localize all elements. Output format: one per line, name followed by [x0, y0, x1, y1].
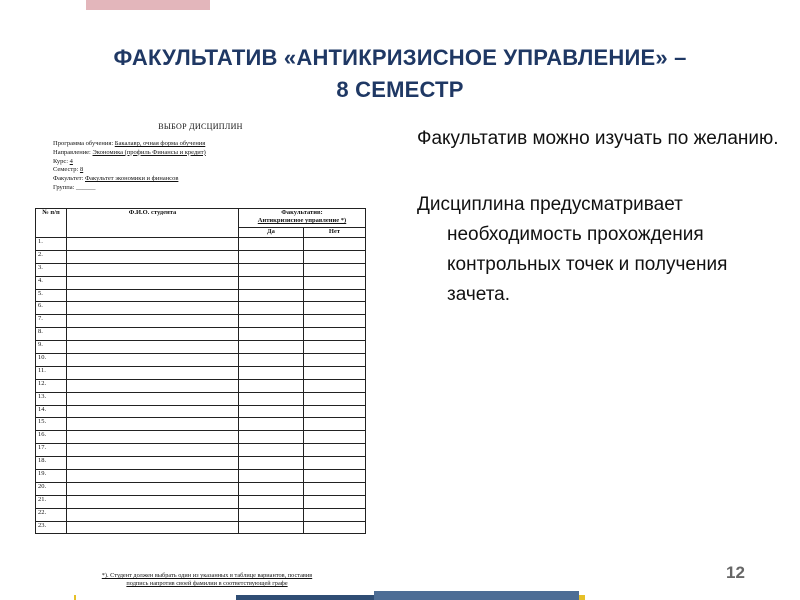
- no-cell: [304, 250, 366, 263]
- yes-cell: [239, 341, 304, 354]
- yes-cell: [239, 328, 304, 341]
- no-cell: [304, 495, 366, 508]
- name-cell: [67, 366, 239, 379]
- table-row: [36, 289, 366, 302]
- no-cell: [304, 354, 366, 367]
- name-cell: [67, 341, 239, 354]
- row-number: 16.: [36, 431, 67, 444]
- table-row: [36, 418, 366, 431]
- paragraph-optional: Факультатив можно изучать по желанию.: [417, 128, 779, 149]
- group-row: Группа: ______: [53, 183, 96, 191]
- yes-cell: [239, 238, 304, 251]
- row-number: 2.: [36, 250, 67, 263]
- no-cell: [304, 431, 366, 444]
- name-cell: [67, 302, 239, 315]
- footer-bar-mid: [374, 591, 579, 600]
- table-row: [36, 521, 366, 534]
- col-name-header: Ф.И.О. студента: [67, 209, 239, 238]
- name-cell: [67, 405, 239, 418]
- accent-block: [86, 0, 210, 10]
- row-number: 17.: [36, 444, 67, 457]
- row-number: 5.: [36, 289, 67, 302]
- name-cell: [67, 289, 239, 302]
- name-cell: [67, 250, 239, 263]
- no-cell: [304, 302, 366, 315]
- elective-form-image: [28, 116, 373, 600]
- table-row: [36, 482, 366, 495]
- faculty-row: Факультет: Факультет экономики и финансов: [53, 175, 179, 183]
- row-number: 15.: [36, 418, 67, 431]
- name-cell: [67, 470, 239, 483]
- page-number: 12: [726, 563, 745, 582]
- body-text: [417, 124, 787, 346]
- no-cell: [304, 341, 366, 354]
- table-row: [36, 495, 366, 508]
- no-cell: [304, 405, 366, 418]
- table-row: [36, 470, 366, 483]
- col-num-header: № п/п: [36, 209, 67, 238]
- col-elective-header: Факультатив: Антикризисное управление *): [239, 209, 366, 228]
- program-row: Программа обучения: Бакалавр, очная форма обучения: [53, 140, 206, 147]
- row-number: 3.: [36, 263, 67, 276]
- no-cell: [304, 457, 366, 470]
- name-cell: [67, 431, 239, 444]
- name-cell: [67, 263, 239, 276]
- name-cell: [67, 508, 239, 521]
- yes-cell: [239, 302, 304, 315]
- table-row: [36, 250, 366, 263]
- yes-cell: [239, 379, 304, 392]
- name-cell: [67, 418, 239, 431]
- table-row: [36, 457, 366, 470]
- yes-cell: [239, 276, 304, 289]
- slide-title-line-1: ФАКУЛЬТАТИВ «АНТИКРИЗИСНОЕ УПРАВЛЕНИЕ» –: [113, 45, 687, 70]
- yes-cell: [239, 366, 304, 379]
- row-number: 20.: [36, 482, 67, 495]
- table-row: [36, 366, 366, 379]
- no-cell: [304, 289, 366, 302]
- row-number: 21.: [36, 495, 67, 508]
- yes-cell: [239, 508, 304, 521]
- form-meta: [53, 140, 206, 193]
- paragraph-requirements: Дисциплина предусматривает необходимость прохождения контрольных точек и получения зачета.: [417, 194, 728, 305]
- table-row: [36, 431, 366, 444]
- yes-cell: [239, 263, 304, 276]
- col-no-header: Нет: [304, 228, 366, 238]
- semester-row: Семестр: 8: [53, 166, 84, 174]
- table-row: [36, 315, 366, 328]
- no-cell: [304, 521, 366, 534]
- name-cell: [67, 444, 239, 457]
- no-cell: [304, 379, 366, 392]
- yes-cell: [239, 315, 304, 328]
- name-cell: [67, 379, 239, 392]
- table-row: [36, 302, 366, 315]
- no-cell: [304, 328, 366, 341]
- table-row: [36, 263, 366, 276]
- name-cell: [67, 495, 239, 508]
- table-row: [36, 405, 366, 418]
- footer-bar-yellow-left: [74, 595, 76, 600]
- row-number: 12.: [36, 379, 67, 392]
- name-cell: [67, 315, 239, 328]
- row-number: 19.: [36, 470, 67, 483]
- name-cell: [67, 392, 239, 405]
- name-cell: [67, 276, 239, 289]
- table-row: [36, 444, 366, 457]
- no-cell: [304, 263, 366, 276]
- direction-row: Направление: Экономика (профиль Финансы и кредит): [53, 148, 206, 156]
- yes-cell: [239, 405, 304, 418]
- table-row: [36, 328, 366, 341]
- course-row: Курс: 4: [53, 157, 73, 165]
- yes-cell: [239, 289, 304, 302]
- table-row: [36, 238, 366, 251]
- yes-cell: [239, 392, 304, 405]
- footer-bar-dark: [236, 595, 374, 600]
- name-cell: [67, 354, 239, 367]
- name-cell: [67, 457, 239, 470]
- yes-cell: [239, 418, 304, 431]
- table-row: [36, 276, 366, 289]
- row-number: 9.: [36, 341, 67, 354]
- name-cell: [67, 521, 239, 534]
- table-row: [36, 379, 366, 392]
- no-cell: [304, 392, 366, 405]
- name-cell: [67, 328, 239, 341]
- name-cell: [67, 482, 239, 495]
- yes-cell: [239, 482, 304, 495]
- no-cell: [304, 470, 366, 483]
- yes-cell: [239, 470, 304, 483]
- yes-cell: [239, 250, 304, 263]
- row-number: 6.: [36, 302, 67, 315]
- row-number: 1.: [36, 238, 67, 251]
- form-footnote: *). Студент должен выбрать один из указанных в таблице вариантов, поставив подпись напротив своей фамилии в соответствующей графе: [101, 572, 313, 587]
- row-number: 14.: [36, 405, 67, 418]
- slide-title-line-2: 8 СЕМЕСТР: [336, 77, 464, 102]
- row-number: 11.: [36, 366, 67, 379]
- selection-table: [35, 208, 366, 534]
- footer-bar-yellow: [579, 595, 585, 600]
- row-number: 8.: [36, 328, 67, 341]
- row-number: 23.: [36, 521, 67, 534]
- no-cell: [304, 418, 366, 431]
- table-row: [36, 341, 366, 354]
- yes-cell: [239, 521, 304, 534]
- yes-cell: [239, 444, 304, 457]
- no-cell: [304, 482, 366, 495]
- table-row: [36, 392, 366, 405]
- no-cell: [304, 508, 366, 521]
- no-cell: [304, 276, 366, 289]
- yes-cell: [239, 495, 304, 508]
- col-yes-header: Да: [239, 228, 304, 238]
- slide-title: [40, 42, 760, 106]
- row-number: 7.: [36, 315, 67, 328]
- form-title: ВЫБОР ДИСЦИПЛИН: [158, 122, 243, 131]
- row-number: 10.: [36, 354, 67, 367]
- no-cell: [304, 444, 366, 457]
- no-cell: [304, 366, 366, 379]
- row-number: 18.: [36, 457, 67, 470]
- table-body: [36, 238, 366, 534]
- no-cell: [304, 238, 366, 251]
- yes-cell: [239, 354, 304, 367]
- table-row: [36, 354, 366, 367]
- row-number: 22.: [36, 508, 67, 521]
- name-cell: [67, 238, 239, 251]
- yes-cell: [239, 457, 304, 470]
- no-cell: [304, 315, 366, 328]
- row-number: 13.: [36, 392, 67, 405]
- yes-cell: [239, 431, 304, 444]
- table-row: [36, 508, 366, 521]
- row-number: 4.: [36, 276, 67, 289]
